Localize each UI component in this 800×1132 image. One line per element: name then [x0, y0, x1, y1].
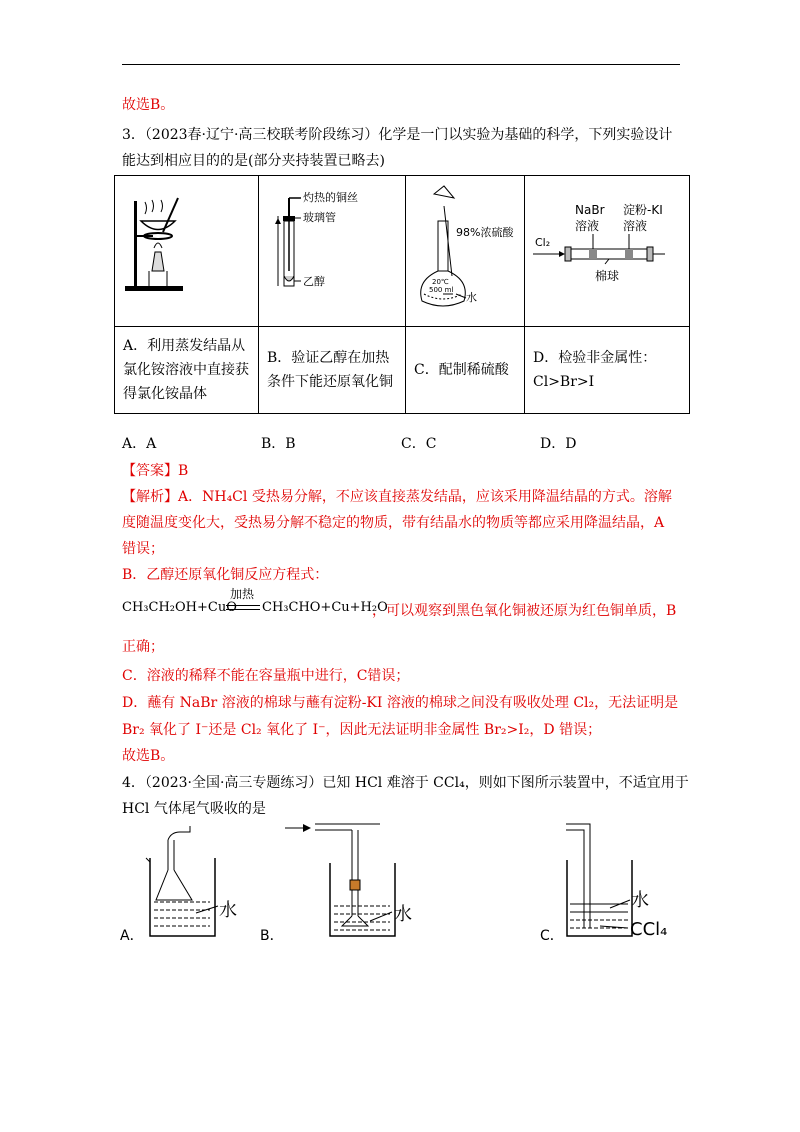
label-ki-solution: 溶液 [623, 219, 648, 233]
analysis-c: C．溶液的稀释不能在容量瓶中进行，C错误； [122, 668, 410, 684]
q4-apparatus-c [540, 824, 667, 944]
q4-figures [120, 818, 680, 948]
label-nabr-solution: 溶液 [575, 219, 600, 233]
copper-wire-tube-figure [259, 176, 405, 322]
label-glass-tube: 玻璃管 [303, 211, 336, 224]
label-ethanol: 乙醇 [303, 275, 325, 288]
water-label-b: 水 [394, 904, 412, 925]
option-b-label: B． [260, 928, 284, 944]
caption-a-line3: 得氯化铵晶体 [123, 386, 207, 402]
caption-c-line1: C．配制稀硫酸 [414, 362, 509, 378]
prev-conclusion: 故选B。 [122, 97, 175, 113]
analysis-d-line1: D．蘸有 NaBr 溶液的棉球与蘸有淀粉-KI 溶液的棉球之间没有吸收处理 Cl₂，无法证明是 [122, 695, 679, 711]
q4-apparatus-b [260, 824, 412, 944]
analysis-a-line2: 度随温度变化大，受热易分解不稳定的物质，带有结晶水的物质等都应采用降温结晶，A [122, 515, 665, 531]
header-rule [122, 64, 680, 65]
label-nabr: NaBr [575, 203, 605, 217]
q3-caption-c [406, 327, 525, 414]
q3-stem-line1: 3．（2023春·辽宁·高三校联考阶段练习）化学是一门以实验为基础的科学，下列实验设计 [122, 127, 673, 143]
analysis-b-intro: B．乙醇还原氧化铜反应方程式： [122, 567, 329, 583]
caption-a-line2: 氯化铵溶液中直接获 [123, 362, 249, 378]
q4-apparatus-a [120, 826, 237, 944]
q3-stem-line2: 能达到相应目的的是(部分夹持装置已略去) [122, 153, 385, 169]
label-500ml: 500 ml [429, 286, 454, 294]
analysis-b-end: 正确； [122, 639, 164, 655]
caption-b-line1: B．验证乙醇在加热 [267, 350, 390, 366]
ccl4-label: CCl₄ [630, 919, 668, 940]
q3-answer: 【答案】B [122, 463, 189, 479]
label-starch-ki: 淀粉-KI [623, 203, 663, 217]
q3-option-b: B．B [261, 436, 296, 452]
q3-option-d: D．D [540, 436, 577, 452]
caption-b-line2: 条件下能还原氧化铜 [267, 374, 393, 390]
analysis-a-line1: 【解析】A．NH₄Cl 受热易分解，不应该直接蒸发结晶，应该采用降温结晶的方式。溶解 [122, 489, 672, 505]
equation-condition: 加热 [230, 587, 255, 601]
equation-right: CH₃CHO+Cu+H₂O [262, 600, 388, 615]
label-cotton-ball: 棉球 [595, 269, 620, 283]
q3-caption-d [525, 327, 690, 414]
volumetric-flask-figure [406, 176, 524, 322]
q3-option-c: C．C [401, 436, 437, 452]
caption-d-line1: D．检验非金属性： [533, 350, 657, 366]
label-98-sulfuric-acid: 98%浓硫酸 [456, 226, 514, 239]
option-c-label: C． [540, 928, 564, 944]
equation-comment: ，可以观察到黑色氧化铜被还原为红色铜单质，B [372, 603, 677, 619]
q3-figure-b [259, 176, 406, 327]
q3-figure-a [115, 176, 259, 327]
label-water-c: 水 [466, 291, 477, 304]
caption-a-line1: A．利用蒸发结晶从 [123, 338, 246, 354]
water-label-c: 水 [631, 890, 649, 911]
q3-conclusion: 故选B。 [122, 748, 175, 764]
q3-option-a: A．A [122, 436, 157, 452]
label-cl2-inlet: Cl₂ [535, 236, 551, 249]
q3-options-table [114, 175, 690, 414]
evaporating-dish-figure [115, 176, 258, 322]
option-a-label: A． [120, 928, 144, 944]
q3-caption-a [115, 327, 259, 414]
equation-double-bar [226, 605, 260, 610]
halogen-tube-figure [525, 176, 689, 322]
analysis-a-line3: 错误； [122, 541, 164, 557]
q3-caption-b [259, 327, 406, 414]
q3-figure-c [406, 176, 525, 327]
label-20c: 20℃ [432, 278, 449, 286]
analysis-d-line2: Br₂ 氧化了 I⁻还是 Cl₂ 氧化了 I⁻，因此无法证明非金属性 Br₂>I₂，D 错误； [122, 722, 602, 738]
caption-d-line2: Cl>Br>I [533, 374, 595, 390]
q4-stem-line1: 4．（2023·全国·高三专题练习）已知 HCl 难溶于 CCl₄，则如下图所示装置中，不适宜用于 [122, 775, 689, 791]
q4-stem-line2: HCl 气体尾气吸收的是 [122, 801, 266, 817]
equation-left: CH₃CH₂OH+CuO [122, 600, 237, 615]
water-label-a: 水 [219, 900, 237, 921]
q3-figure-d [525, 176, 690, 327]
label-hot-copper-wire: 灼热的铜丝 [303, 191, 358, 204]
